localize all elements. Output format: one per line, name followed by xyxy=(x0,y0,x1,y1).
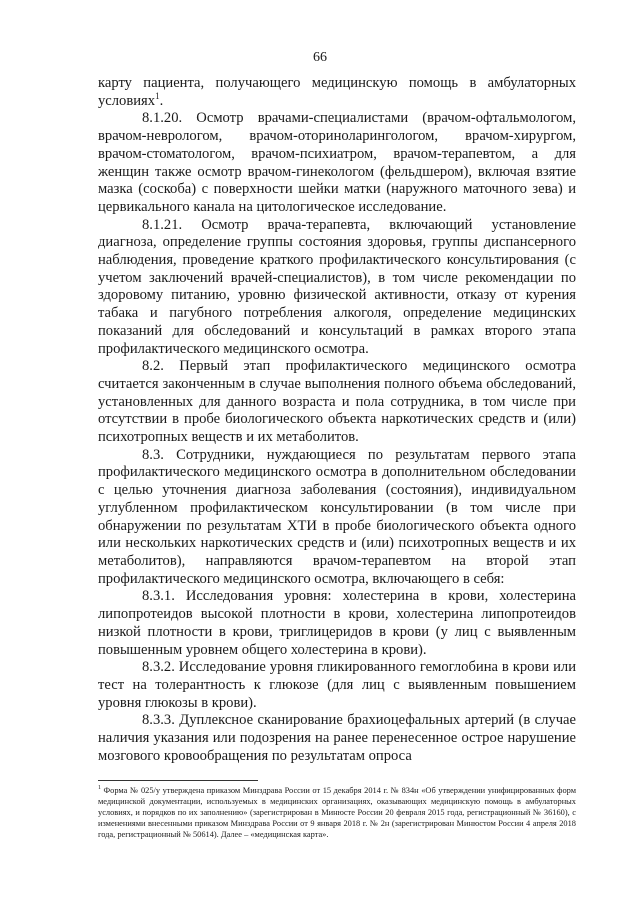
paragraph-continuation xyxy=(98,75,576,110)
paragraph-tail: . xyxy=(159,92,164,109)
footnote-divider xyxy=(98,780,258,781)
paragraph-8-3-2: 8.3.2. Исследование уровня гликированного гемоглобина в крови или тест на толерантность к глюкозе (для лиц с выявленным повышением уровня глюкозы в крови). xyxy=(98,659,576,711)
paragraph-8-1-21: 8.1.21. Осмотр врача-терапевта, включающий установление диагноза, определение группы состояния здоровья, группы диспансерного наблюдения, проведение краткого профилактического консультирования (с учетом заключений врачей-специалистов), в том числе рекомендации по здоровому питанию, уровню физической активности, отказу от курения табака и пагубного потребления алкоголя, определение медицинских показаний для обследований и консультаций в рамках второго этапа профилактического медицинского осмотра. xyxy=(98,216,576,357)
footnote-text: Форма № 025/у утверждена приказом Минздрава России от 15 декабря 2014 г. № 834н «Об утверждении унифицированных форм медицинской документации, используемых в медицинских организациях, оказывающих медицинскую помощь в амбулаторных условиях, и порядков по их заполнению» (зарегистрирован в Минюсте России 20 февраля 2015 года, регистрационный № 36160), с изменениями внесенными приказом Минздрава России от 9 января 2018 г. № 2н (зарегистрирован Минюстом России 4 апреля 2018 года, регистрационный № 50614). Далее – «медицинская карта». xyxy=(98,786,576,839)
paragraph-8-3-3: 8.3.3. Дуплексное сканирование брахиоцефальных артерий (в случае наличия указания или подозрения на ранее перенесенное острое нарушение мозгового кровообращения по результатам опроса xyxy=(98,712,576,764)
paragraph-text: карту пациента, получающего медицинскую помощь в амбулаторных условиях xyxy=(98,75,576,109)
paragraph-8-3: 8.3. Сотрудники, нуждающиеся по результатам первого этапа профилактического медицинского осмотра в дополнительном обследовании с целью уточнения диагноза заболевания (состояния), индивидуальном углубленном профилактическом консультировании (в том числе при обнаружении по результатам ХТИ в пробе биологического объекта одного или нескольких наркотических средств и (или) психотропных веществ и их метаболитов), направляются врачом-терапевтом на второй этап профилактического медицинского осмотра, включающего в себя: xyxy=(98,446,576,587)
paragraph-8-2: 8.2. Первый этап профилактического медицинского осмотра считается законченным в случае выполнения полного объема обследований, установленных для данного возраста и пола сотрудника, в том числе при отсутствии в пробе биологического объекта наркотических средств и (или) психотропных веществ и их метаболитов. xyxy=(98,358,576,446)
paragraph-8-3-1: 8.3.1. Исследования уровня: холестерина в крови, холестерина липопротеидов высокой плотности в крови, холестерина липопротеидов низкой плотности в крови, триглицеридов в крови (у лиц с выявленным повышенным уровнем общего холестерина в крови). xyxy=(98,588,576,658)
footnote-mark: 1 xyxy=(98,785,101,792)
page-number: 66 xyxy=(313,50,327,65)
paragraph-8-1-20: 8.1.20. Осмотр врачами-специалистами (врачом-офтальмологом, врачом-неврологом, врачом-оториноларингологом, врачом-хирургом, врачом-стоматологом, врачом-психиатром, врачом-терапевтом, а для женщин также осмотр врачом-гинекологом (фельдшером), включая взятие мазка (соскоба) с поверхности шейки матки (наружного маточного зева) и цервикального канала на цитологическое исследование. xyxy=(98,110,576,215)
footnote-reference[interactable]: 1 xyxy=(155,90,160,101)
footnote xyxy=(98,785,576,840)
document-body xyxy=(98,75,576,765)
